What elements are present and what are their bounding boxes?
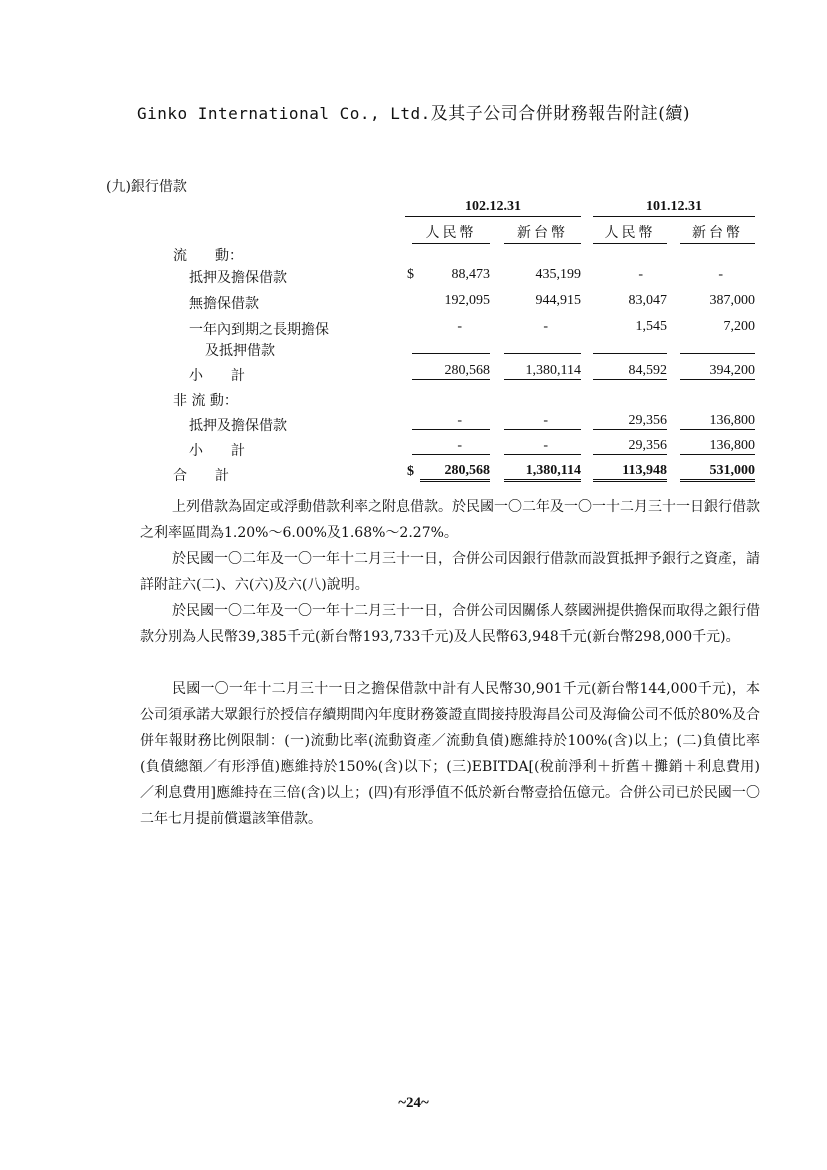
table-cell: 1,545 [635, 319, 667, 334]
rule-line [680, 353, 755, 354]
table-cell: 29,356 [593, 438, 667, 455]
table-cell: - [638, 267, 643, 282]
page-number: ~24~ [398, 1095, 429, 1111]
currency-symbol: $ [407, 464, 414, 479]
table-cell: 280,568 [412, 363, 490, 380]
cell-value: - [543, 438, 548, 453]
row-label-unsecured-loans: 無擔保借款 [189, 296, 259, 312]
rule-line [504, 353, 581, 354]
table-cell: 83,047 [628, 293, 667, 308]
cell-value: - [543, 413, 548, 428]
section-title: (九)銀行借款 [106, 179, 187, 195]
table-cell [412, 438, 490, 455]
table-cell: 394,200 [680, 363, 755, 380]
period-header-102: 102.12.31 [405, 199, 581, 217]
row-label-total: 合 計 [173, 468, 229, 484]
rule-line [412, 353, 490, 354]
table-cell: 1,380,114 [504, 363, 581, 380]
table-cell: 944,915 [535, 293, 581, 308]
currency-symbol: $ [407, 267, 414, 282]
table-cell: 136,800 [680, 438, 755, 455]
row-label-current: 流 動： [173, 248, 243, 264]
table-cell: 435,199 [535, 267, 581, 282]
table-cell: 387,000 [709, 293, 755, 308]
cell-value: - [457, 413, 462, 428]
row-label-secured-loans-nc: 抵押及擔保借款 [189, 418, 287, 434]
table-cell [412, 413, 490, 430]
page-title [0, 99, 827, 124]
table-cell: 531,000 [680, 463, 755, 482]
column-header-twd-102: 新台幣 [504, 222, 581, 244]
table-cell: 7,200 [723, 319, 755, 334]
table-cell: 88,473 [451, 267, 490, 282]
company-name-en: Ginko International Co., Ltd. [136, 104, 431, 123]
table-cell: 113,948 [593, 463, 667, 482]
table-cell: 136,800 [680, 413, 755, 430]
row-label-non-current: 非 流 動： [173, 393, 238, 409]
row-label-subtotal-current: 小 計 [189, 368, 245, 384]
column-header-rmb-102: 人民幣 [412, 222, 490, 244]
table-cell: - [457, 319, 462, 334]
paragraph-covenants: 民國一〇一年十二月三十一日之擔保借款中計有人民幣30,901千元(新台幣144,000千元)，本公司須承諾大眾銀行於授信存續期間內年度財務簽證直間接持股海昌公司及海倫公司不低於80%及合併年報財務比例限制：(一)流動比率(流動資產／流動負債)應維持於100%(含)以上；(二)負債比率(負債總額／有形淨值)應維持於150%(含)以下；(三)EBITDA[(稅前淨利＋折舊＋攤銷＋利息費用)／利息費用]應維持在三倍(含)以上；(四)有形淨值不低於新台幣壹拾伍億元。合併公司已於民國一〇二年七月提前償還該筆借款。 [140, 681, 760, 827]
table-cell: 29,356 [593, 413, 667, 430]
table-cell: 1,380,114 [504, 463, 581, 482]
paragraph-interest-rate: 上列借款為固定或浮動借款利率之附息借款。於民國一〇二年及一〇一十二月三十一日銀行借款之利率區間為1.20%～6.00%及1.68%～2.27%。 [140, 499, 760, 541]
table-cell: 280,568 [420, 463, 490, 482]
table-cell: - [718, 267, 723, 282]
row-label-subtotal-non-current: 小 計 [189, 443, 245, 459]
paragraph-pledged-assets: 於民國一〇二年及一〇一年十二月三十一日，合併公司因銀行借款而設質抵押予銀行之資產，請詳附註六(二)、六(六)及六(八)說明。 [140, 551, 760, 593]
row-label-current-portion: 一年內到期之長期擔保 [189, 322, 329, 338]
column-header-twd-101: 新台幣 [680, 222, 755, 244]
paragraph-related-party-guarantee: 於民國一〇二年及一〇一年十二月三十一日，合併公司因關係人蔡國洲提供擔保而取得之銀行借款分別為人民幣39,385千元(新台幣193,733千元)及人民幣63,948千元(新台幣298,000千元)。 [140, 603, 760, 645]
report-title-zh: 及其子公司合併財務報告附註(續) [430, 104, 691, 124]
period-header-101: 101.12.31 [593, 199, 755, 217]
table-cell [504, 438, 581, 455]
row-label-current-portion-cont: 及抵押借款 [205, 343, 275, 359]
cell-value: - [457, 438, 462, 453]
rule-line [593, 353, 667, 354]
column-header-rmb-101: 人民幣 [593, 222, 667, 244]
table-cell: 84,592 [593, 363, 667, 380]
table-cell: 192,095 [444, 293, 490, 308]
table-cell [504, 413, 581, 430]
table-cell: - [543, 319, 548, 334]
row-label-secured-loans: 抵押及擔保借款 [189, 270, 287, 286]
